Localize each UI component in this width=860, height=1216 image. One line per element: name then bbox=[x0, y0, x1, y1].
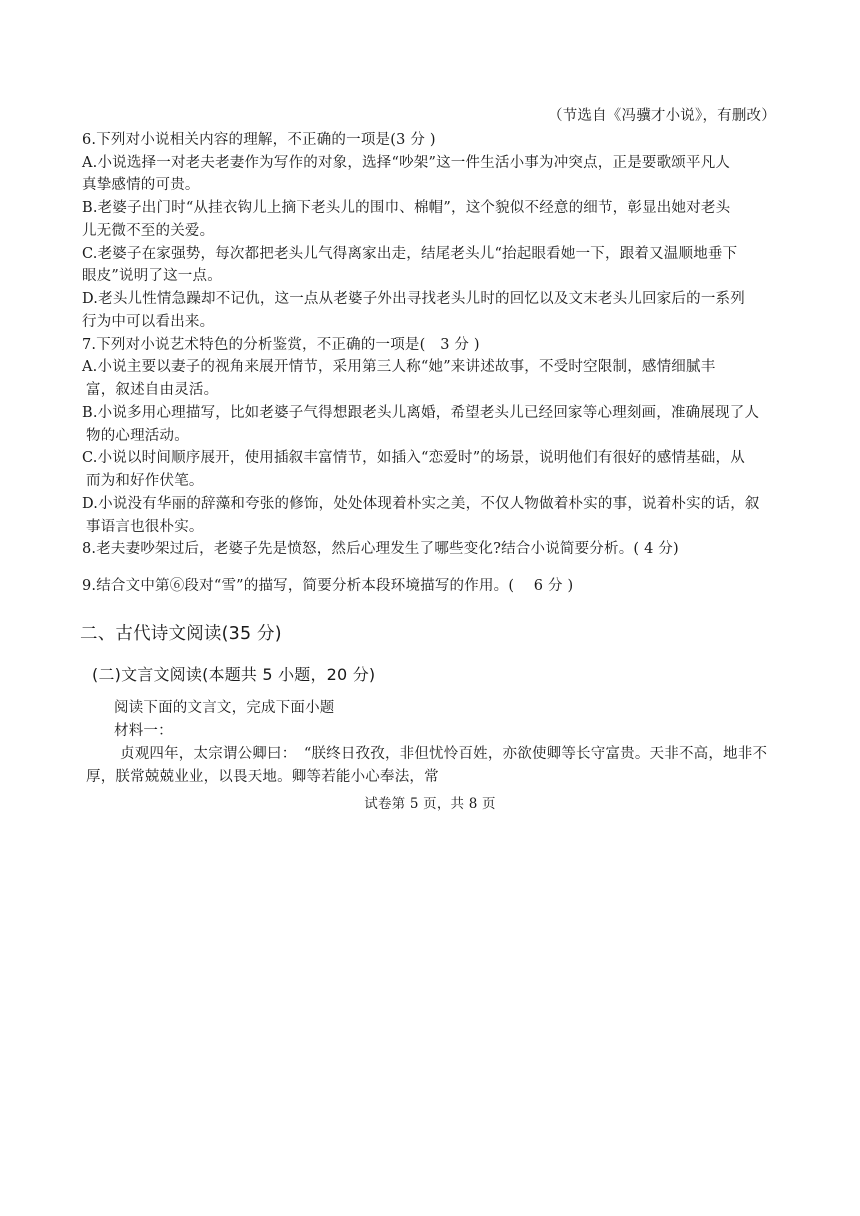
source-note: （节选自《冯骥才小说》，有删改） bbox=[548, 108, 776, 124]
question-9: 9.结合文中第⑥段对“雪”的描写，简要分析本段环境描写的作用。( 6 分 ) bbox=[82, 578, 574, 594]
question-8: 8.老夫妻吵架过后，老婆子先是愤怒，然后心理发生了哪些变化?结合小说简要分析。( 4 分) bbox=[82, 541, 679, 557]
material-label: 材料一： bbox=[114, 723, 173, 739]
question-6-option-a-cont: 真挚感情的可贵。 bbox=[82, 177, 200, 193]
question-7-option-a-cont: 富，叙述自由灵活。 bbox=[86, 382, 219, 398]
question-7-option-a: A.小说主要以妻子的视角来展开情节，采用第三人称“她”来讲述故事，不受时空限制，感情细腻丰 bbox=[82, 359, 716, 375]
question-7-option-c-cont: 而为和好作伏笔。 bbox=[86, 473, 204, 489]
question-7-option-b-cont: 物的心理活动。 bbox=[86, 428, 189, 444]
question-6-option-a: A.小说选择一对老夫老妻作为写作的对象，选择“吵架”这一件生活小事为冲突点，正是要歌颂平凡人 bbox=[82, 155, 731, 171]
question-6-stem: 6.下列对小说相关内容的理解，不正确的一项是(3 分 ) bbox=[82, 132, 436, 148]
question-7-option-b: B.小说多用心理描写，比如老婆子气得想跟老头儿离婚，希望老头儿已经回家等心理刻画，准确展现了人 bbox=[82, 405, 760, 421]
question-7-stem: 7.下列对小说艺术特色的分析鉴赏，不正确的一项是( 3 分 ) bbox=[82, 337, 480, 353]
reading-instruction: 阅读下面的文言文，完成下面小题 bbox=[114, 700, 335, 716]
question-7-option-d: D.小说没有华丽的辞藻和夸张的修饰，处处体现着朴实之美，不仅人物做着朴实的事，说着朴实的话，叙 bbox=[82, 496, 760, 512]
question-6-option-b-cont: 儿无微不至的关爱。 bbox=[82, 223, 215, 239]
subsection-title: (二)文言文阅读(本题共 5 小题，20 分) bbox=[92, 665, 376, 684]
question-6-option-d: D.老头儿性情急躁却不记仇，这一点从老婆子外出寻找老头儿时的回忆以及文末老头儿回家后的一系列 bbox=[82, 291, 745, 307]
page-footer: 试卷第 5 页，共 8 页 bbox=[364, 796, 496, 812]
material-paragraph-line2: 厚，朕常兢兢业业，以畏天地。卿等若能小心奉法，常 bbox=[86, 769, 439, 785]
question-7-option-c: C.小说以时间顺序展开，使用插叙丰富情节，如插入“恋爱时”的场景，说明他们有很好的感情基础，从 bbox=[82, 450, 745, 466]
question-7-option-d-cont: 事语言也很朴实。 bbox=[86, 519, 204, 535]
material-paragraph-line1: 贞观四年，太宗谓公卿曰： “朕终日孜孜，非但忧怜百姓，亦欲使卿等长守富贵。天非不高，地非不 bbox=[120, 746, 768, 762]
section-2-title: 二、古代诗文阅读(35 分) bbox=[80, 624, 282, 644]
question-6-option-b: B.老婆子出门时“从挂衣钩儿上摘下老头儿的围巾、棉帽”，这个貌似不经意的细节，彰显出她对老头 bbox=[82, 200, 731, 216]
question-6-option-c-cont: 眼皮”说明了这一点。 bbox=[82, 268, 222, 284]
question-6-option-d-cont: 行为中可以看出来。 bbox=[82, 314, 215, 330]
question-6-option-c: C.老婆子在家强势，每次都把老头儿气得离家出走，结尾老头儿“抬起眼看她一下，跟着又温顺地垂下 bbox=[82, 246, 738, 262]
